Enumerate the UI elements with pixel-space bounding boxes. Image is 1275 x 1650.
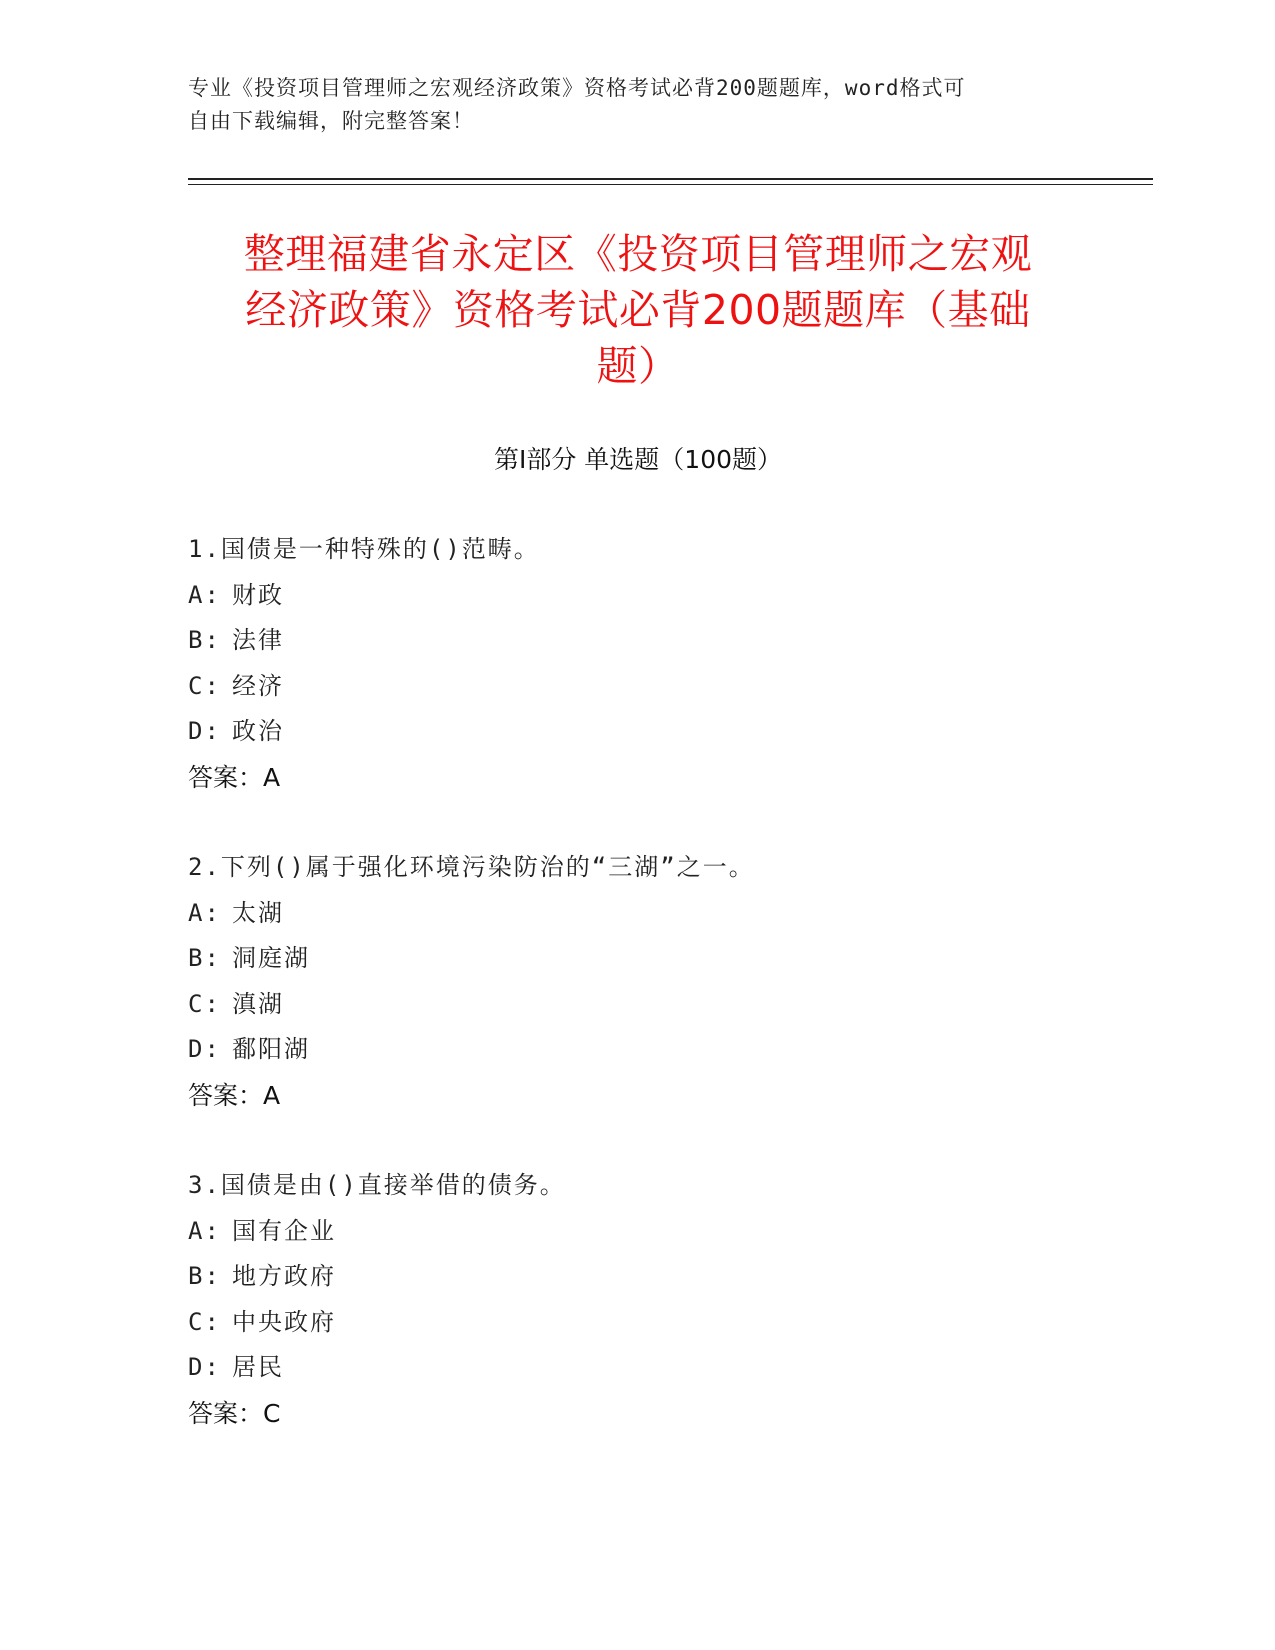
- option-a: [188, 891, 1088, 937]
- question-list: [188, 527, 1088, 1481]
- option-text: 财政: [232, 580, 284, 609]
- option-c: [188, 664, 1088, 710]
- option-d: [188, 1027, 1088, 1073]
- answer-line: 答案：C: [188, 1398, 281, 1428]
- option-key: C:: [188, 671, 221, 700]
- option-d: [188, 1345, 1088, 1391]
- option-text: 洞庭湖: [232, 944, 310, 972]
- option-b: [188, 1254, 1088, 1300]
- header-note-line-1: 专业《投资项目管理师之宏观经济政策》资格考试必背200题题库，word格式可: [188, 76, 966, 100]
- option-text: 法律: [232, 626, 284, 654]
- option-key: C:: [188, 1307, 221, 1336]
- option-text: 经济: [232, 671, 284, 700]
- option-b: [188, 936, 1088, 982]
- question-stem: 2.下列()属于强化环境污染防治的“三湖”之一。: [188, 853, 755, 881]
- option-text: 鄱阳湖: [232, 1035, 310, 1063]
- option-key: A:: [188, 898, 221, 927]
- option-key: D:: [188, 1035, 221, 1063]
- option-c: [188, 982, 1088, 1028]
- option-key: D:: [188, 1353, 221, 1381]
- option-a: [188, 1209, 1088, 1255]
- option-text: 国有企业: [232, 1216, 336, 1245]
- option-a: [188, 573, 1088, 619]
- document-title: [188, 226, 1088, 394]
- document-title-line-2: 经济政策》资格考试必背200题题库（基础: [245, 286, 1031, 334]
- question-3: [188, 1163, 1088, 1436]
- option-key: C:: [188, 989, 221, 1018]
- header-note-line-2: 自由下载编辑，附完整答案！: [188, 109, 474, 133]
- option-key: B:: [188, 944, 221, 972]
- answer-line: 答案：A: [188, 1080, 281, 1110]
- option-text: 滇湖: [232, 989, 284, 1018]
- option-text: 地方政府: [232, 1262, 336, 1290]
- option-text: 太湖: [232, 898, 284, 927]
- header-note: [188, 72, 1068, 138]
- option-key: A:: [188, 580, 221, 609]
- option-key: B:: [188, 626, 221, 654]
- option-c: [188, 1300, 1088, 1346]
- question-stem: 1.国债是一种特殊的()范畴。: [188, 535, 540, 563]
- option-key: A:: [188, 1216, 221, 1245]
- option-text: 政治: [232, 717, 284, 745]
- option-text: 居民: [232, 1353, 284, 1381]
- question-1: [188, 527, 1088, 800]
- header-divider-thick: [188, 178, 1153, 180]
- document-title-line-3: 题）: [596, 342, 680, 390]
- question-stem: 3.国债是由()直接举借的债务。: [188, 1171, 566, 1199]
- section-heading: 第Ⅰ部分 单选题（100题）: [493, 445, 783, 474]
- document-title-line-1: 整理福建省永定区《投资项目管理师之宏观: [243, 230, 1033, 278]
- option-key: D:: [188, 717, 221, 745]
- question-2: [188, 845, 1088, 1118]
- option-text: 中央政府: [232, 1307, 336, 1336]
- header-divider-thin: [188, 184, 1153, 185]
- option-b: [188, 618, 1088, 664]
- option-key: B:: [188, 1262, 221, 1290]
- answer-line: 答案：A: [188, 762, 281, 792]
- option-d: [188, 709, 1088, 755]
